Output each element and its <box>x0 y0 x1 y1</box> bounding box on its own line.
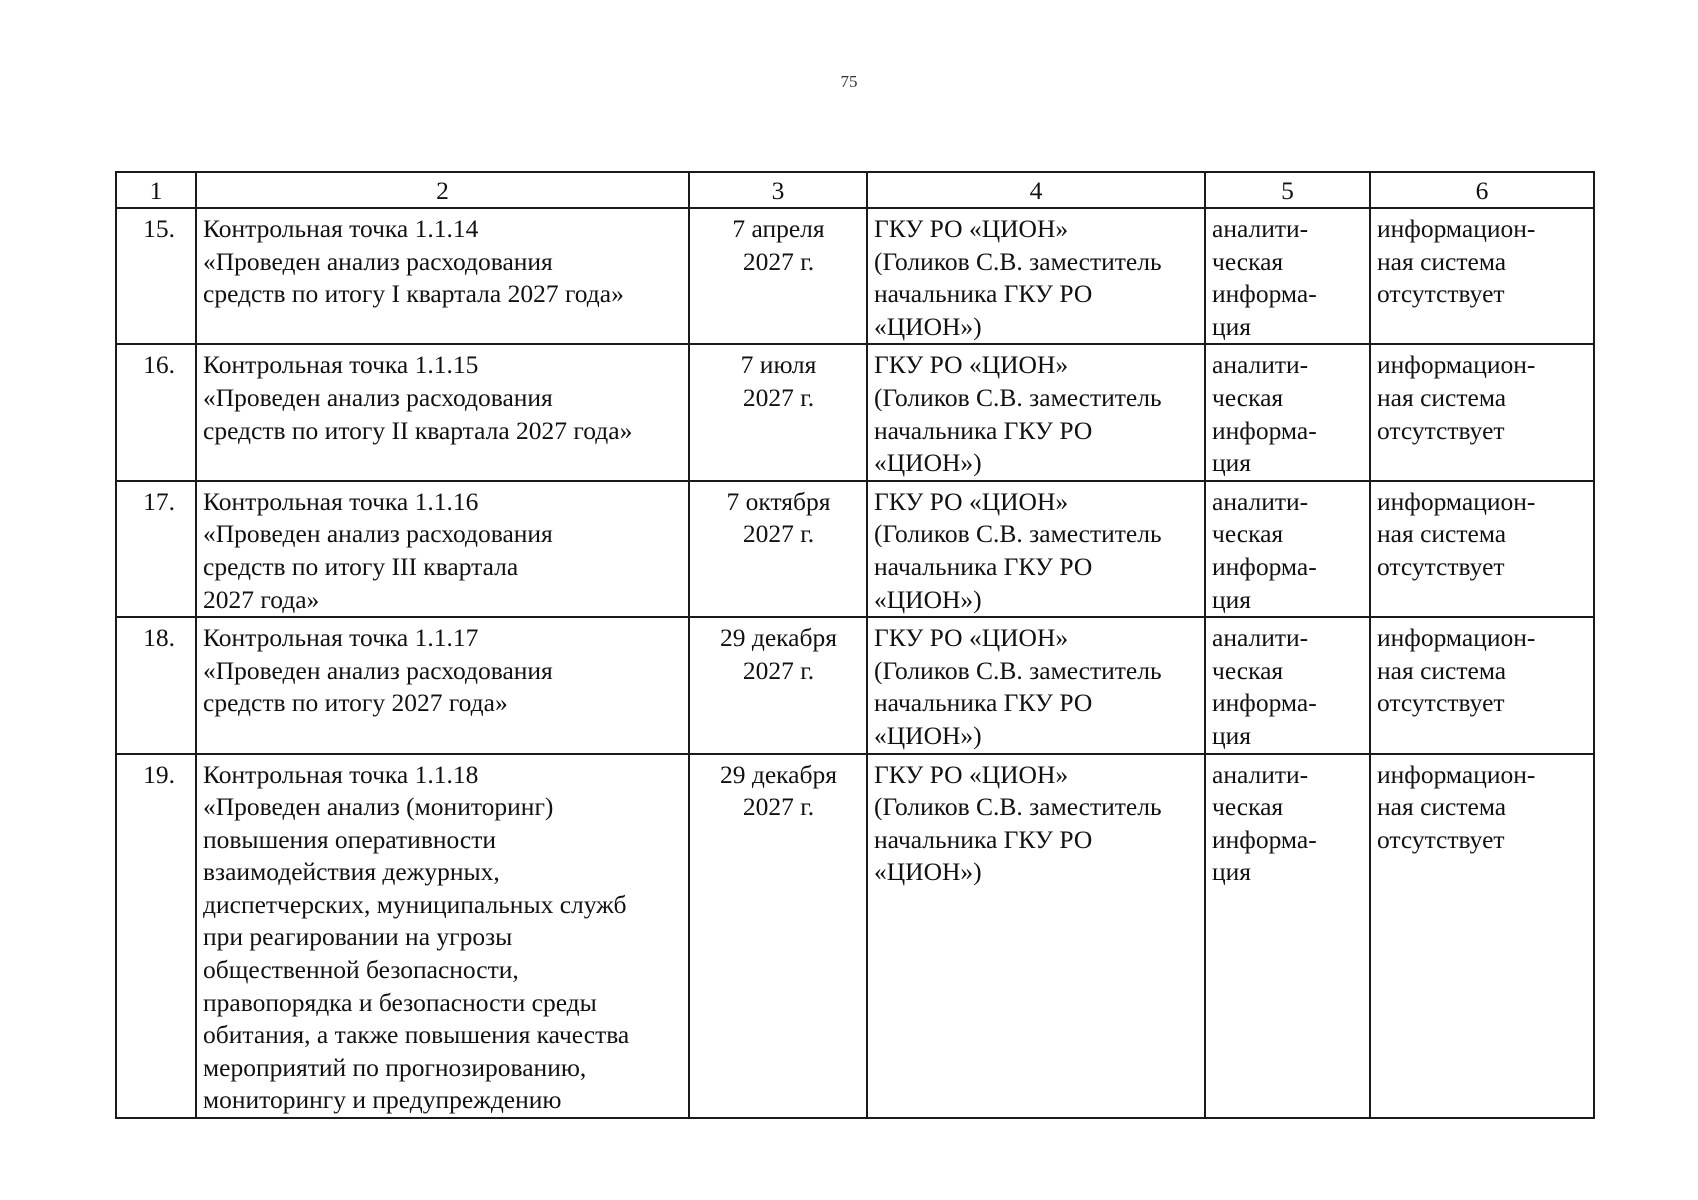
table-row <box>116 481 1594 617</box>
responsible-executor: ГКУ РО «ЦИОН» (Голиков С.В. заместитель начальника ГКУ РО «ЦИОН») <box>867 208 1205 344</box>
table-row <box>116 208 1594 344</box>
header-row <box>116 172 1594 208</box>
deadline-date: 7 июля 2027 г. <box>689 344 867 480</box>
control-point-title: Контрольная точка 1.1.18 «Проведен анализ (мониторинг) повышения оперативности взаимодействия дежурных, диспетчерских, муниципальных служб при реагировании на угрозы общественной безопасности, правопорядка и безопасности среды обитания, а также повышения качества мероприятий по прогнозированию, мониторингу и предупреждению <box>196 754 689 1119</box>
information-system: информацион- ная система отсутствует <box>1370 208 1594 344</box>
column-header: 5 <box>1205 172 1370 208</box>
row-number: 15. <box>116 208 196 344</box>
document-type: аналити- ческая информа- ция <box>1205 208 1370 344</box>
document-type: аналити- ческая информа- ция <box>1205 617 1370 753</box>
column-header: 6 <box>1370 172 1594 208</box>
control-point-title: Контрольная точка 1.1.14 «Проведен анализ расходования средств по итогу I квартала 2027 года» <box>196 208 689 344</box>
column-header: 1 <box>116 172 196 208</box>
responsible-executor: ГКУ РО «ЦИОН» (Голиков С.В. заместитель начальника ГКУ РО «ЦИОН») <box>867 344 1205 480</box>
responsible-executor: ГКУ РО «ЦИОН» (Голиков С.В. заместитель начальника ГКУ РО «ЦИОН») <box>867 617 1205 753</box>
deadline-date: 7 октября 2027 г. <box>689 481 867 617</box>
row-number: 16. <box>116 344 196 480</box>
document-type: аналити- ческая информа- ция <box>1205 481 1370 617</box>
control-point-title: Контрольная точка 1.1.17 «Проведен анализ расходования средств по итогу 2027 года» <box>196 617 689 753</box>
deadline-date: 7 апреля 2027 г. <box>689 208 867 344</box>
row-number: 17. <box>116 481 196 617</box>
row-number: 19. <box>116 754 196 1119</box>
column-header: 4 <box>867 172 1205 208</box>
column-header: 2 <box>196 172 689 208</box>
information-system: информацион- ная система отсутствует <box>1370 344 1594 480</box>
column-header: 3 <box>689 172 867 208</box>
page-number: 75 <box>840 72 858 91</box>
table-row <box>116 617 1594 753</box>
control-points-table <box>115 171 1595 1119</box>
information-system: информацион- ная система отсутствует <box>1370 754 1594 1119</box>
information-system: информацион- ная система отсутствует <box>1370 617 1594 753</box>
row-number: 18. <box>116 617 196 753</box>
information-system: информацион- ная система отсутствует <box>1370 481 1594 617</box>
document-type: аналити- ческая информа- ция <box>1205 344 1370 480</box>
document-type: аналити- ческая информа- ция <box>1205 754 1370 1119</box>
table-row <box>116 344 1594 480</box>
control-point-title: Контрольная точка 1.1.16 «Проведен анализ расходования средств по итогу III квартала 2027 года» <box>196 481 689 617</box>
deadline-date: 29 декабря 2027 г. <box>689 617 867 753</box>
control-point-title: Контрольная точка 1.1.15 «Проведен анализ расходования средств по итогу II квартала 2027 года» <box>196 344 689 480</box>
responsible-executor: ГКУ РО «ЦИОН» (Голиков С.В. заместитель начальника ГКУ РО «ЦИОН») <box>867 481 1205 617</box>
table-row <box>116 754 1594 1119</box>
responsible-executor: ГКУ РО «ЦИОН» (Голиков С.В. заместитель начальника ГКУ РО «ЦИОН») <box>867 754 1205 1119</box>
deadline-date: 29 декабря 2027 г. <box>689 754 867 1119</box>
